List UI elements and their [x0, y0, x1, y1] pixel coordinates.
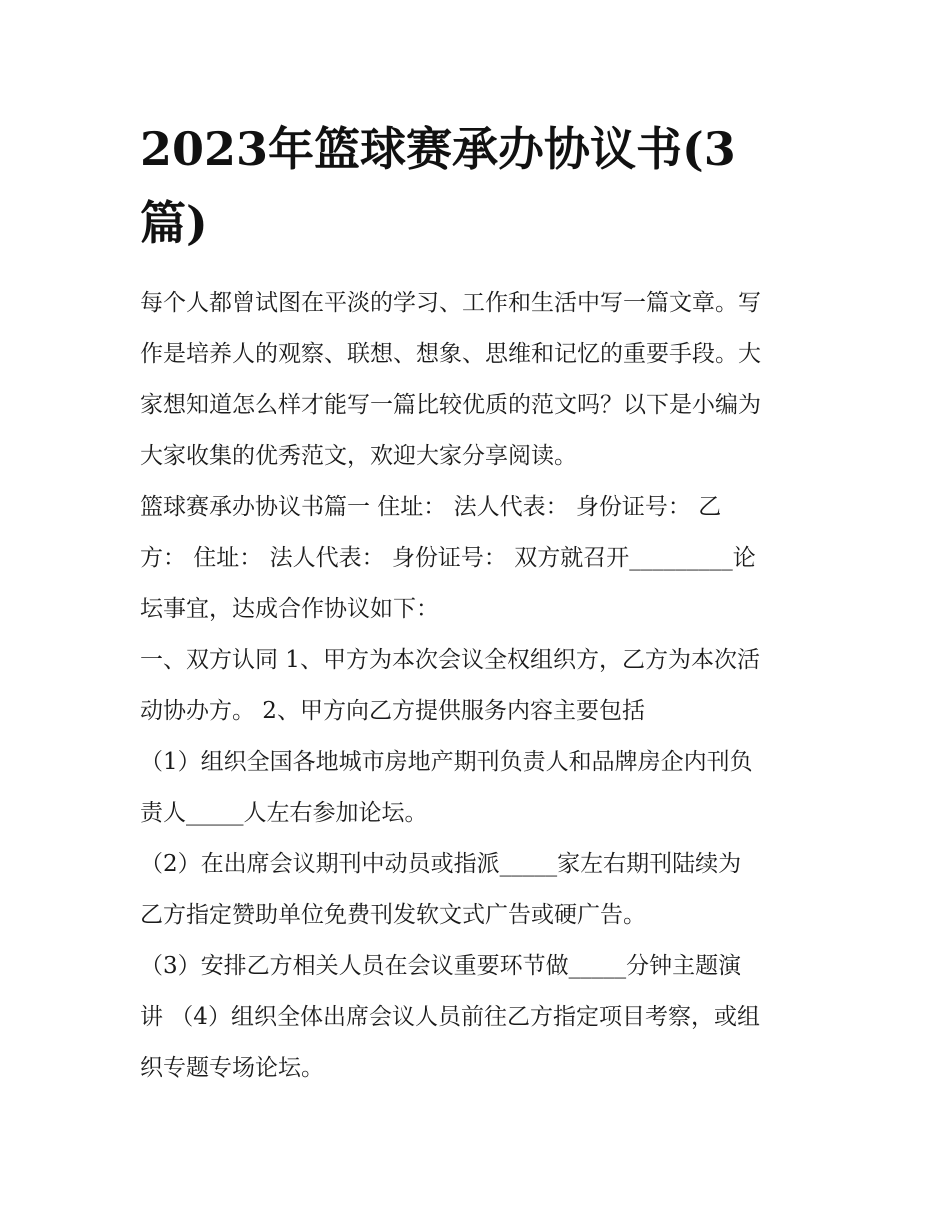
body-line: 织专题专场论坛。 — [140, 1055, 324, 1081]
body-line: 一、双方认同 1、甲方为本次会议全权组织方，乙方为本次活 — [140, 647, 760, 673]
body-line: 讲 （4）组织全体出席会议人员前往乙方指定项目考察，或组 — [140, 1004, 760, 1030]
intro-line: 每个人都曾试图在平淡的学习、工作和生活中写一篇文章。写 — [140, 290, 761, 316]
body-line: 篮球赛承办协议书篇一 住址： 法人代表： 身份证号： 乙 — [140, 494, 722, 520]
document-content — [140, 112, 820, 1094]
intro-paragraph — [140, 278, 820, 482]
body-line: 动协办方。 2、甲方向乙方提供服务内容主要包括 — [140, 698, 645, 724]
body-line: 责人_____人左右参加论坛。 — [140, 800, 428, 826]
body-line: （2）在出席会议期刊中动员或指派_____家左右期刊陆续为 — [140, 851, 742, 877]
body-line: （3）安排乙方相关人员在会议重要环节做_____分钟主题演 — [140, 953, 742, 979]
title-line-1: 2023年篮球赛承办协议书(3 — [140, 122, 736, 176]
body-line: （1）组织全国各地城市房地产期刊负责人和品牌房企内刊负 — [140, 749, 753, 775]
intro-line: 作是培养人的观察、联想、想象、思维和记忆的重要手段。大 — [140, 341, 761, 367]
document-title — [140, 112, 820, 260]
intro-line: 大家收集的优秀范文，欢迎大家分享阅读。 — [140, 443, 577, 469]
title-line-2: 篇) — [140, 196, 208, 250]
intro-line: 家想知道怎么样才能写一篇比较优质的范文吗？以下是小编为 — [140, 392, 761, 418]
body-line: 乙方指定赞助单位免费刊发软文式广告或硬广告。 — [140, 902, 646, 928]
body-line: 坛事宜，达成合作协议如下： — [140, 596, 439, 622]
body-paragraph — [140, 482, 820, 1094]
body-line: 方： 住址： 法人代表： 身份证号： 双方就召开_________论 — [140, 545, 756, 571]
